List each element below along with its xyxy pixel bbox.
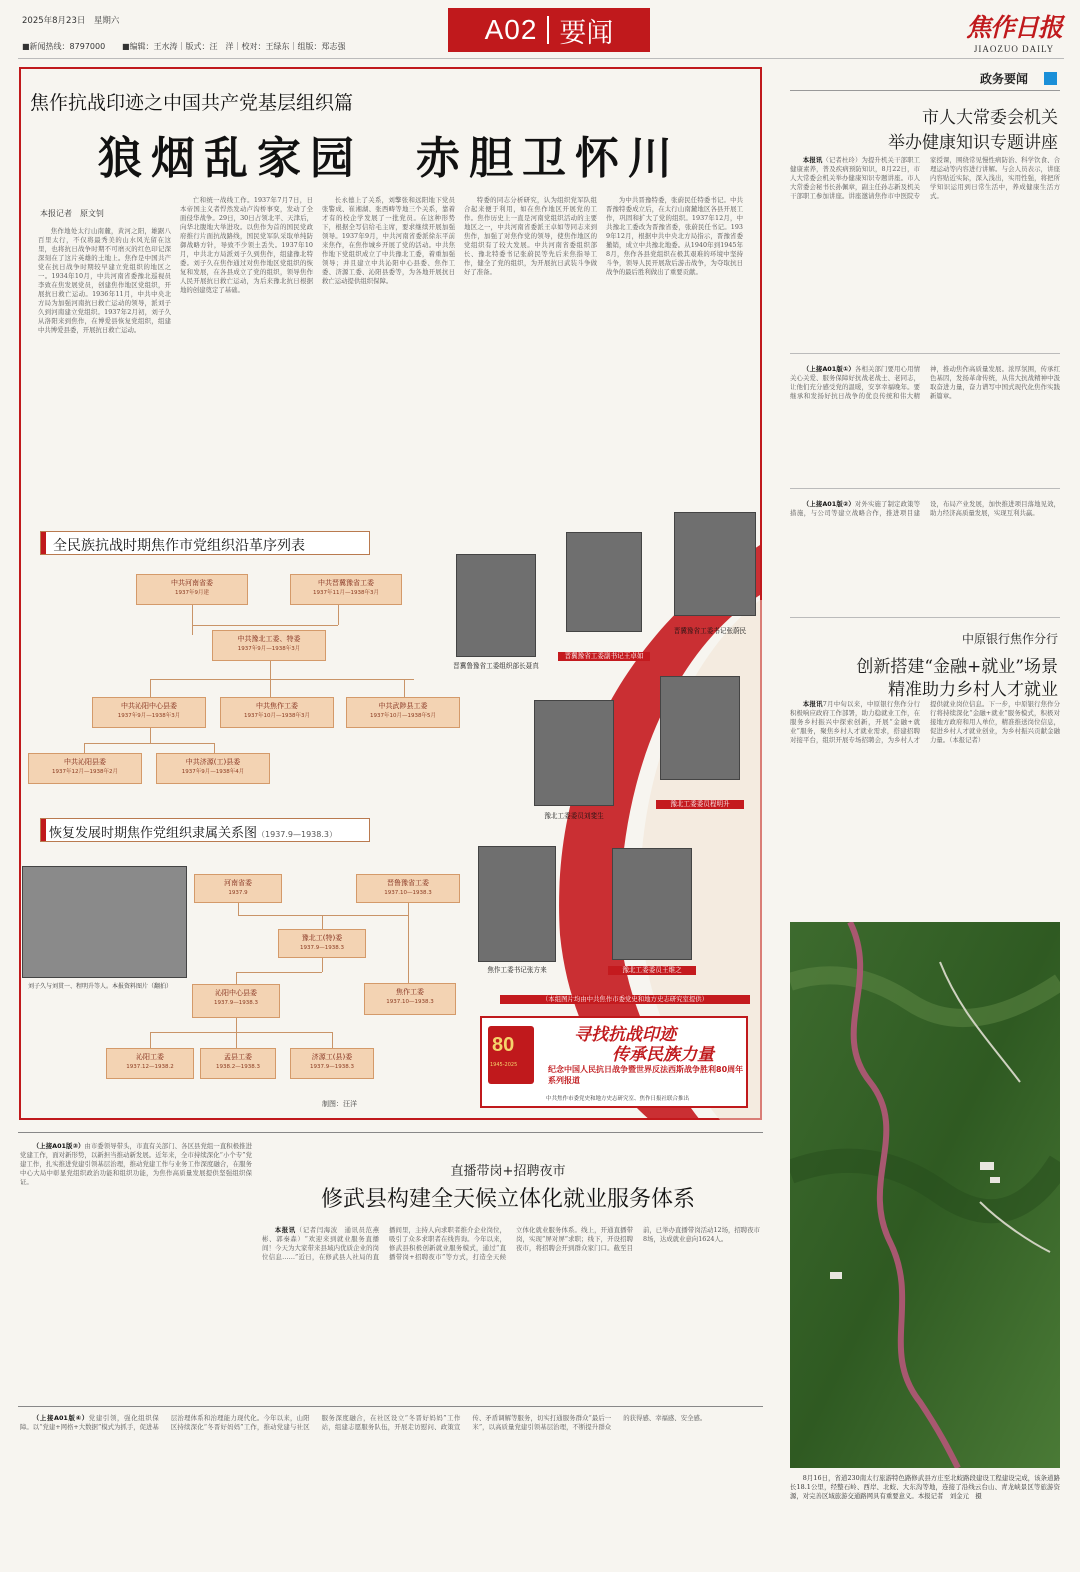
- lineage-box-wuzhi: 中共武陟县工委 1937年10月—1938年5月: [346, 697, 460, 728]
- portrait-wangzhuoru: [566, 532, 642, 632]
- recovery-title-box: [40, 818, 370, 842]
- feature-kicker: 焦作抗战印迹之中国共产党基层组织篇: [30, 92, 354, 114]
- article-col-1: 焦作地处太行山南麓，黄河之阳，雄踞八百里太行，不仅将最秀美的山水风光留在这里，也将抗日战争时期不可磨灭的红色印记深深刻在了这片英雄的土地上。焦作是中国共产党在抗日战争时期较早建立党组织的地区之一。1934年10月，中共河南省委豫北巡视员李致在焦发展党员，创建焦作地区党组织，开展抗日救亡运动。1936年11月，中共中央北方局为加强河南抗日救亡运动的领导，派刘子久到河南建立党组织。1937年2月初，刘子久从洛阳来到焦作，在博爱县恢复党组织，组建中共博爱县委，开展抗日救亡运动。: [38, 227, 171, 334]
- recovery-range: （1937.9—1938.3）: [257, 830, 337, 839]
- editor-credits: ■编辑：王水涛｜版式：汪 洋｜校对：王绿东｜组版：郑志强: [122, 42, 346, 51]
- series-years: 1945-2025: [490, 1062, 518, 1068]
- portrait-zhangfanglai: [478, 846, 556, 962]
- portrait-liufeisheng: [534, 700, 614, 806]
- portrait-wangweizhi: [612, 848, 692, 960]
- portrait-zhangfanglai-caption: 焦作工委书记张方来: [487, 966, 547, 974]
- article-col-3: 长永德上了关系，刘擎张和远阳地下党员张警成、崔湘湖、张西畴等地三个关系，靠着才有的校企学发展了一批党员。在这种形势下，根据全写信给毛主席，要求继续开展加强领导。1937年9月，中共河南省委派徐东平前来焦作，在焦作城乡开展了党的活动。中共焦作地下党组织成立了中共豫北工委，着重加强领导；并且建立中共沁阳中心县委、焦作工委、济源工委、沁阳县委等，为各地开展抗日救亡运动提供组织保障。: [322, 196, 455, 285]
- article2-body: （上接A01版①）各相关部门要用心用情关心关爱、服务保障好抗战老战士、老同志，让他们充分感受党的温暖，安享幸福晚年。要继承和发扬好抗日战争的优良传统和伟大精神，推动焦作高质量发展。浓厚氛围，传承红色基因，发扬革命传统，从伟大抗战精神中汲取奋进力量，奋力谱写中国式现代化焦作实践新篇章。: [790, 365, 1060, 400]
- lineage-box-yubei: 中共豫北工委、特委 1937年9月—1938年3月: [212, 630, 326, 661]
- recovery-box-mengxian: 孟县工委 1938.2—1938.3: [200, 1048, 276, 1079]
- article4-title-2: 精准助力乡村人才就业: [888, 680, 1058, 700]
- lineage-box-henan: 中共河南省委 1937年9月建: [136, 574, 248, 605]
- issue-date: 2025年8月23日 星期六: [22, 16, 120, 26]
- lineage-box-jiaozuo: 中共焦作工委 1937年10月—1938年3月: [220, 697, 334, 728]
- bottom-article1-body: （上接A01版③）由市委领导带头，市直有关部门、各区县党组一直积极推进党建工作，面对新形势，以新担当推动新发展。近年来，全市持续深化“小个专”党建工作，扎实推进党建引领基层治理，推动党建工作与业务工作深度融合，在服务中心大局中彰显党组织政治功能和组织功能，为焦作高质量发展提供坚强组织保证。: [20, 1142, 252, 1186]
- portrait-zhangweimin: [674, 512, 756, 616]
- series-badge: 80: [492, 1034, 515, 1056]
- newspaper-logo: 焦作日报 JIAOZUO DAILY: [966, 13, 1063, 54]
- page-number: A02: [484, 14, 538, 45]
- series-banner: [480, 1016, 748, 1108]
- section-name: 要闻: [559, 17, 614, 49]
- aerial-photo-caption: 8月16日，省道230南太行旅游特色路修武县方庄至北蛟路段建设工程建设完成，该条道路长18.1公里，经整石岭、西岸、北蛟、大东沟等地，连接了沿线云台山、青龙峡景区等旅游资源，对完善区域旅游交通路网具有重要意义。本报记者 刘金元 摄: [790, 1474, 1060, 1500]
- article1-title-2: 举办健康知识专题讲座: [888, 133, 1058, 153]
- lineage-box-qinyang-center: 中共沁阳中心县委 1937年9月—1938年3月: [92, 697, 206, 728]
- archive-photo-caption: 刘子久与刘贯一、程明升等人。本报资料图片（翻拍）: [28, 983, 173, 990]
- article1-body: 本报讯（记者杜玲）为提升机关干部职工健康素养，普及疾病预防知识，8月22日，市人大常委会机关举办健康知识专题讲座。市人大常委会秘书长孙佩章，副主任孙志新及机关干部职工参加讲座。讲座邀请焦作市中医院专家授课，围绕常见慢性病防治、科学饮食、合理运动等内容进行讲解。与会人员表示，讲座内容贴近实际，深入浅出，实用性强，将把所学知识运用到日常生活中，养成健康生活方式。: [790, 156, 1060, 200]
- lineage-box-qinyang: 中共沁阳县委 1937年12月—1938年2月: [28, 753, 142, 784]
- bottom-article2-kicker: 直播带岗+招聘夜市: [450, 1164, 566, 1179]
- portrait-chengmingsheng: [660, 676, 740, 780]
- recovery-box-qinyang: 沁阳工委 1937.12—1938.2: [106, 1048, 194, 1079]
- lineage-title-box: [40, 531, 370, 555]
- photo-credit: （本组图片均由中共焦作市委党史和地方史志研究室提供）: [500, 995, 750, 1004]
- archive-photo: [22, 866, 187, 978]
- series-org: 中共焦作市委党史和地方史志研究室、焦作日报社联合推出: [546, 1096, 690, 1102]
- page-banner: [448, 8, 650, 52]
- article-col-4: 特委的同志分析研究，认为组织党军队组合起来便于利用，如在焦作地区开展党的工作。焦作历史上一直是河南党组织活动的主要地区之一，中共河南省委派王卓如等同志来到焦作，加强了对焦作党的领导，使焦作地区的党组织有了较大发展。中共河南省委组织部长、豫北特委书记张蔚民等先后来焦指导工作，健全了党的组织，为开展抗日武装斗争做好了准备。: [464, 196, 597, 276]
- article3-body: （上接A01版②）对外实施了制定政策等措施，与公司等建立战略合作，推进项目建设，布局产业发展，加快推进项目落地见效，助力经济高质量发展，实现互利共赢。: [790, 500, 1060, 517]
- bottom-article3-body: （上接A01版④）党建引领，强化组织保障。以“党建+网格+大数据”模式为抓手，促进基层治理体系和治理能力现代化。今年以来，山阳区持续深化“冬晋好妈妈”工作，推动党建与社区服务深度融合，在社区设立“冬晋好妈妈”工作站，组建志愿服务队伍，开展走访慰问、政策宣传、矛盾调解等服务，切实打通服务群众“最后一米”，以高质量党建引领基层治理，不断提升群众的获得感、幸福感、安全感。: [20, 1414, 707, 1431]
- portrait-chengmingsheng-caption: 豫北工委委员程明升: [656, 800, 744, 809]
- bottom-article2-title: 修武县构建全天候立体化就业服务体系: [320, 1187, 695, 1212]
- portrait-niezhen-caption: 晋冀鲁豫省工委组织部长聂真: [453, 662, 539, 670]
- chart-maker: 制图：汪洋: [322, 1100, 357, 1108]
- feature-title: 狼烟乱家园 赤胆卫怀川: [98, 133, 681, 184]
- series-slogan-1: 寻找抗战印迹: [574, 1025, 676, 1045]
- article1-title-1: 市人大常委会机关: [922, 108, 1058, 128]
- lineage-box-jinjiyu: 中共晋冀豫省工委 1937年11月—1938年3月: [290, 574, 402, 605]
- recovery-box-jinluyu: 晋鲁豫省工委 1937.10—1938.3: [356, 874, 460, 903]
- sidebar-section-label: 政务要闻: [980, 72, 1029, 86]
- portrait-wangzhuoru-caption: 晋冀豫省工委副书记王卓如: [558, 652, 650, 661]
- lineage-title: 全民族抗战时期焦作市党组织沿革序列表: [53, 538, 305, 554]
- article4-body: 本报讯7月中旬以来，中原银行焦作分行积极响应政府工作部署，助力稳就业工作，在服务乡村振兴中探索创新，开展“金融+就业”服务，聚焦乡村人才就业需求，搭建招聘对接平台，组织开展专场招聘会，为乡村人才提供就业岗位信息。下一步，中原银行焦作分行将持续深化“金融+就业”服务模式，积极对接地方政府和用人单位，精准推送岗位信息，促进乡村人才就业创业，为乡村振兴贡献金融力量。（本报记者）: [790, 700, 1060, 744]
- article4-kicker: 中原银行焦作分行: [961, 632, 1058, 646]
- recovery-box-jiaozuo: 焦作工委 1937.10—1938.3: [364, 983, 456, 1015]
- series-slogan-2: 传承民族力量: [612, 1045, 714, 1065]
- portrait-liufeisheng-caption: 豫北工委委员刘斐生: [544, 812, 604, 820]
- hotline: ■新闻热线：8797000: [22, 42, 106, 51]
- recovery-box-jiyuan: 济源工(县)委 1937.9—1938.3: [290, 1048, 374, 1079]
- portrait-zhangweimin-caption: 晋冀豫省工委书记张蔚民: [673, 627, 747, 635]
- aerial-road-photo: [790, 922, 1060, 1468]
- recovery-title: 恢复发展时期焦作党组织隶属关系图: [49, 826, 258, 841]
- article-col-2: 亡和统一战线工作。1937年7月7日，日本帝国主义者悍然发动卢沟桥事变，发动了全面侵华战争。29日，30日占领北平、天津后，向华北腹地大举进攻。以焦作为首的国民党政府推行片面抗战路线，国民党军队采取单纯防御战略方针，导致不少领土丢失。1937年10月，中共北方局派刘子久到焦作，组建豫北特委。刘子久在焦作通过对焦作地区党组织的恢复和发展，在各县成立了党的组织，领导焦作人民开展抗日救亡运动，为后来豫北抗日根据地的创建奠定了基础。: [180, 196, 313, 294]
- article-col-5: 为中共晋豫特委，张蔚民任特委书记。中共晋豫特委成立后，在太行山南麓地区各县开展工作，巩固和扩大了党的组织。1937年12月，中共豫北工委改为晋豫省委，张蔚民任书记。1939年12月，根据中共中央北方局指示，晋豫省委撤销，成立中共豫北地委。从1940年到1945年8月，焦作各县党组织在极其艰难的环境中坚持斗争，领导人民开展敌后游击战争，为夺取抗日战争的最后胜利做出了重要贡献。: [606, 196, 743, 276]
- series-name: 纪念中国人民抗日战争暨世界反法西斯战争胜利80周年系列报道: [548, 1065, 744, 1085]
- portrait-niezhen: [456, 554, 536, 657]
- recovery-box-henan: 河南省委 1937.9: [194, 874, 282, 903]
- bottom-article2-body: 本报讯（记者闫海波 通讯员范燕彬、郭秦森）“欢迎来到就业服务直播间！今天为大家带来县域内优质企业的岗位信息……”近日，在修武县人社局的直播间里，主持人向求职者推介企业岗位，吸引了众多求职者在线咨询。今年以来，修武县积极创新就业服务模式，通过“直播带岗+招聘夜市”等方式，打造全天候立体化就业服务体系。线上，开通直播带岗，实现“屏对屏”求职；线下，开设招聘夜市，将招聘会开到群众家门口。截至目前，已举办直播带岗活动12场，招聘夜市8场，达成就业意向1624人。: [262, 1226, 760, 1261]
- section-marker-icon: [1044, 72, 1057, 85]
- recovery-box-qinyang-center: 沁阳中心县委 1937.9—1938.3: [192, 984, 280, 1018]
- portrait-wangweizhi-caption: 豫北工委委员王维之: [608, 966, 696, 975]
- lineage-box-jiyuan: 中共济源(工)县委 1937年9月—1938年4月: [156, 753, 270, 784]
- recovery-box-yubei: 豫北工(特)委 1937.9—1938.3: [278, 929, 366, 958]
- byline: 本报记者 原文钊: [40, 209, 104, 218]
- article4-title-1: 创新搭建“金融+就业”场景: [856, 657, 1058, 677]
